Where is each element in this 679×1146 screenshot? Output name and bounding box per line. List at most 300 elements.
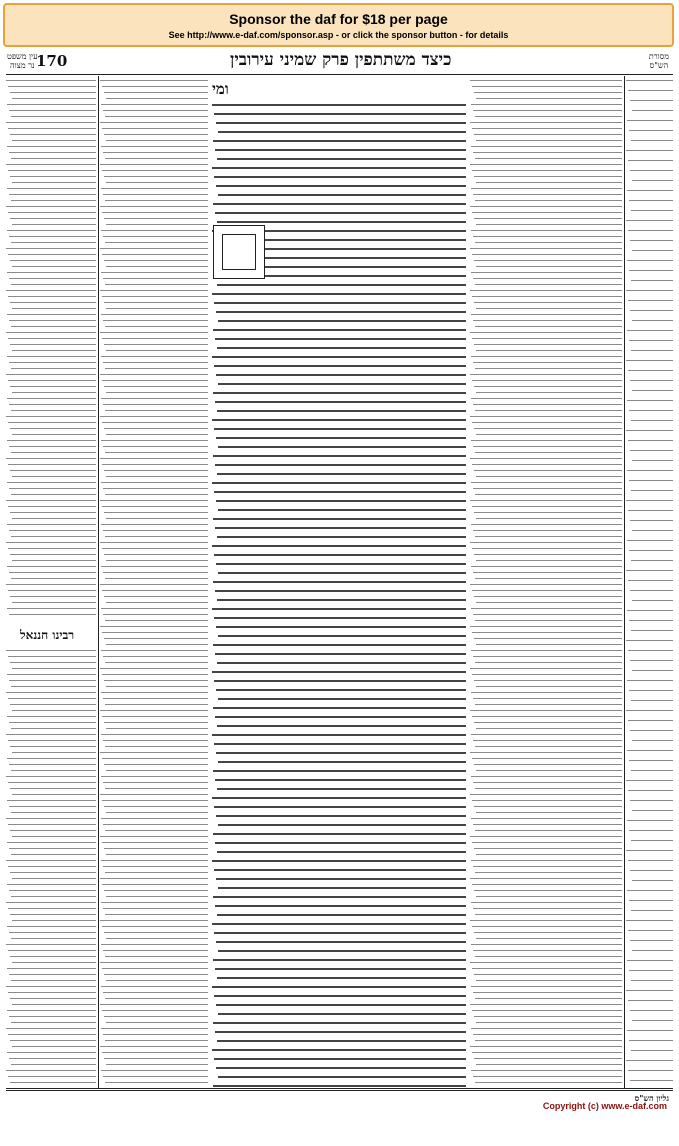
text-line <box>7 230 96 231</box>
text-line <box>215 149 466 151</box>
text-line <box>470 878 622 879</box>
text-line <box>629 970 673 971</box>
text-line <box>475 998 622 999</box>
text-line <box>214 176 466 178</box>
text-line <box>631 840 673 841</box>
text-line <box>7 566 96 567</box>
header-rule <box>6 74 673 75</box>
text-line <box>212 797 466 799</box>
text-line <box>215 1031 466 1033</box>
text-line <box>12 752 96 753</box>
text-line <box>632 740 673 741</box>
text-line <box>628 650 673 651</box>
text-line <box>212 293 466 295</box>
text-line <box>214 995 466 997</box>
text-line <box>11 284 96 285</box>
sponsor-banner[interactable] <box>3 3 674 47</box>
text-line <box>6 542 96 543</box>
text-line <box>631 1050 673 1051</box>
text-line <box>6 692 96 693</box>
text-line <box>217 977 466 979</box>
text-line <box>215 968 466 970</box>
text-line <box>7 800 96 801</box>
text-line <box>9 404 96 405</box>
text-line <box>12 878 96 879</box>
text-line <box>102 800 208 801</box>
text-line <box>473 488 622 489</box>
text-line <box>471 944 622 945</box>
text-line <box>6 944 96 945</box>
text-line <box>106 560 208 561</box>
text-line <box>473 656 622 657</box>
text-line <box>11 770 96 771</box>
text-line <box>106 224 208 225</box>
text-line <box>212 608 466 610</box>
text-line <box>473 530 622 531</box>
gilyon-hashas-label: גליון הש"ס <box>634 1093 669 1103</box>
text-line <box>100 794 208 795</box>
text-line <box>474 974 622 975</box>
text-line <box>473 236 622 237</box>
text-line <box>631 490 673 491</box>
text-line <box>628 230 673 231</box>
text-line <box>471 902 622 903</box>
text-line <box>631 420 673 421</box>
text-line <box>9 362 96 363</box>
text-line <box>217 788 466 790</box>
text-line <box>628 1070 673 1071</box>
text-line <box>9 236 96 237</box>
text-line <box>101 860 208 861</box>
text-line <box>213 1085 466 1087</box>
text-line <box>474 638 622 639</box>
text-line <box>8 170 96 171</box>
text-line <box>470 290 622 291</box>
text-line <box>472 506 622 507</box>
text-line <box>217 725 466 727</box>
text-line <box>626 80 673 81</box>
text-line <box>630 800 673 801</box>
text-line <box>632 110 673 111</box>
text-line <box>7 926 96 927</box>
text-line <box>471 398 622 399</box>
text-line <box>100 164 208 165</box>
text-line <box>628 930 673 931</box>
text-line <box>476 1064 622 1065</box>
text-line <box>105 494 208 495</box>
text-line <box>102 590 208 591</box>
text-line <box>630 380 673 381</box>
text-line <box>473 866 622 867</box>
text-line <box>212 482 466 484</box>
text-line <box>215 842 466 844</box>
text-line <box>7 482 96 483</box>
text-line <box>102 674 208 675</box>
text-line <box>6 290 96 291</box>
text-line <box>7 440 96 441</box>
text-line <box>473 1034 622 1035</box>
text-line <box>629 270 673 271</box>
text-line <box>10 1040 96 1041</box>
text-line <box>474 554 622 555</box>
text-line <box>101 692 208 693</box>
text-line <box>216 878 466 880</box>
text-line <box>212 356 466 358</box>
text-line <box>10 386 96 387</box>
text-line <box>474 1058 622 1059</box>
text-line <box>106 938 208 939</box>
text-line <box>10 596 96 597</box>
text-line <box>214 365 466 367</box>
text-line <box>100 626 208 627</box>
text-line <box>631 910 673 911</box>
text-line <box>216 374 466 376</box>
text-line <box>6 80 96 81</box>
text-line <box>105 368 208 369</box>
text-line <box>12 518 96 519</box>
text-line <box>217 158 466 160</box>
text-line <box>215 905 466 907</box>
text-line <box>106 602 208 603</box>
text-line <box>472 842 622 843</box>
text-line <box>101 1028 208 1029</box>
text-line <box>212 860 466 862</box>
text-line <box>11 728 96 729</box>
text-line <box>475 200 622 201</box>
talmud-page <box>6 50 673 1135</box>
text-line <box>101 272 208 273</box>
text-line <box>473 740 622 741</box>
text-line <box>471 608 622 609</box>
text-line <box>9 1016 96 1017</box>
text-line <box>212 734 466 736</box>
text-line <box>103 488 208 489</box>
text-line <box>626 1060 673 1061</box>
text-line <box>7 716 96 717</box>
text-line <box>11 938 96 939</box>
text-line <box>105 1040 208 1041</box>
mesores-label: מסורת הש"ס <box>648 52 669 70</box>
tosafot-column <box>100 78 208 1088</box>
text-line <box>216 1067 466 1069</box>
text-line <box>8 212 96 213</box>
text-line <box>626 780 673 781</box>
text-line <box>627 120 673 121</box>
text-line <box>626 640 673 641</box>
text-line <box>472 170 622 171</box>
text-line <box>10 554 96 555</box>
text-line <box>213 770 466 772</box>
text-line <box>101 146 208 147</box>
text-line <box>105 620 208 621</box>
text-line <box>214 617 466 619</box>
text-line <box>105 284 208 285</box>
text-line <box>216 689 466 691</box>
text-line <box>101 734 208 735</box>
text-line <box>10 704 96 705</box>
text-line <box>471 1028 622 1029</box>
text-line <box>6 734 96 735</box>
text-line <box>476 896 622 897</box>
text-line <box>213 833 466 835</box>
text-line <box>630 590 673 591</box>
text-line <box>212 104 466 106</box>
text-line <box>628 90 673 91</box>
text-line <box>6 776 96 777</box>
text-line <box>8 506 96 507</box>
text-line <box>104 134 208 135</box>
text-line <box>626 360 673 361</box>
text-line <box>626 220 673 221</box>
text-line <box>630 170 673 171</box>
text-line <box>626 990 673 991</box>
text-line <box>474 1016 622 1017</box>
text-line <box>102 86 208 87</box>
text-line <box>103 446 208 447</box>
text-line <box>8 1076 96 1077</box>
text-line <box>6 860 96 861</box>
text-line <box>101 1070 208 1071</box>
text-line <box>473 362 622 363</box>
text-line <box>105 872 208 873</box>
text-line <box>632 810 673 811</box>
text-line <box>470 962 622 963</box>
text-line <box>8 338 96 339</box>
text-line <box>474 890 622 891</box>
text-line <box>105 158 208 159</box>
sponsor-subtitle[interactable]: See http://www.e-daf.com/sponsor.asp - or click the sponsor button - for details <box>168 30 509 40</box>
text-line <box>628 860 673 861</box>
text-line <box>213 959 466 961</box>
text-line <box>470 710 622 711</box>
text-line <box>474 848 622 849</box>
copyright-link[interactable]: Copyright (c) www.e-daf.com <box>542 1101 667 1111</box>
text-line <box>471 482 622 483</box>
text-line <box>626 850 673 851</box>
text-line <box>102 1010 208 1011</box>
text-line <box>102 548 208 549</box>
text-line <box>10 344 96 345</box>
text-line <box>104 764 208 765</box>
text-line <box>8 1034 96 1035</box>
text-line <box>472 296 622 297</box>
text-line <box>627 820 673 821</box>
text-line <box>6 500 96 501</box>
text-line <box>471 986 622 987</box>
courtyard-diagram <box>213 225 265 279</box>
text-line <box>217 473 466 475</box>
text-line <box>470 206 622 207</box>
text-line <box>6 416 96 417</box>
text-line <box>470 248 622 249</box>
text-line <box>628 510 673 511</box>
text-line <box>474 428 622 429</box>
text-line <box>106 140 208 141</box>
text-line <box>101 776 208 777</box>
text-line <box>470 542 622 543</box>
text-line <box>476 770 622 771</box>
text-line <box>474 92 622 93</box>
text-line <box>475 368 622 369</box>
page-footer <box>6 1088 673 1117</box>
rashi-column <box>470 78 622 1088</box>
text-line <box>104 260 208 261</box>
text-line <box>216 1004 466 1006</box>
text-line <box>470 458 622 459</box>
text-line <box>218 1013 466 1015</box>
text-line <box>7 314 96 315</box>
text-line <box>476 392 622 393</box>
text-line <box>216 122 466 124</box>
text-line <box>103 110 208 111</box>
text-line <box>10 260 96 261</box>
text-line <box>470 374 622 375</box>
text-line <box>475 116 622 117</box>
text-line <box>212 923 466 925</box>
text-line <box>8 380 96 381</box>
text-line <box>473 908 622 909</box>
text-line <box>216 563 466 565</box>
text-line <box>214 806 466 808</box>
text-line <box>10 92 96 93</box>
text-line <box>11 410 96 411</box>
text-line <box>474 722 622 723</box>
text-line <box>217 284 466 286</box>
text-line <box>626 290 673 291</box>
text-line <box>12 476 96 477</box>
text-line <box>628 440 673 441</box>
text-line <box>106 266 208 267</box>
text-line <box>101 818 208 819</box>
text-line <box>7 146 96 147</box>
text-line <box>9 890 96 891</box>
text-line <box>214 869 466 871</box>
text-line <box>212 1049 466 1051</box>
text-line <box>104 470 208 471</box>
text-line <box>472 86 622 87</box>
text-line <box>6 332 96 333</box>
text-line <box>105 998 208 999</box>
text-line <box>472 884 622 885</box>
text-line <box>11 896 96 897</box>
text-line <box>7 356 96 357</box>
text-line <box>475 1082 622 1083</box>
text-line <box>473 572 622 573</box>
text-line <box>100 500 208 501</box>
text-line <box>11 854 96 855</box>
text-line <box>100 122 208 123</box>
text-line <box>213 329 466 331</box>
text-line <box>7 842 96 843</box>
text-line <box>6 818 96 819</box>
text-line <box>475 704 622 705</box>
text-line <box>101 314 208 315</box>
text-line <box>476 266 622 267</box>
text-line <box>10 176 96 177</box>
text-line <box>101 482 208 483</box>
text-line <box>105 830 208 831</box>
text-line <box>213 644 466 646</box>
text-line <box>6 584 96 585</box>
text-line <box>9 722 96 723</box>
text-line <box>215 779 466 781</box>
text-line <box>102 464 208 465</box>
text-line <box>475 578 622 579</box>
text-line <box>104 218 208 219</box>
text-line <box>212 671 466 673</box>
text-line <box>10 134 96 135</box>
text-line <box>470 836 622 837</box>
text-line <box>104 554 208 555</box>
text-line <box>472 422 622 423</box>
text-line <box>12 392 96 393</box>
text-line <box>106 392 208 393</box>
divider-1 <box>98 76 99 1088</box>
text-line <box>471 692 622 693</box>
text-line <box>472 380 622 381</box>
text-line <box>101 398 208 399</box>
rabeinu-chananel-heading: רבינו חננאל <box>20 628 75 642</box>
text-line <box>470 1004 622 1005</box>
text-line <box>218 572 466 574</box>
text-line <box>470 1046 622 1047</box>
text-line <box>473 278 622 279</box>
text-line <box>631 700 673 701</box>
text-line <box>475 1040 622 1041</box>
text-line <box>106 854 208 855</box>
text-line <box>475 830 622 831</box>
text-line <box>100 1004 208 1005</box>
text-line <box>101 566 208 567</box>
sponsor-title[interactable]: Sponsor the daf for $18 per page <box>229 11 448 27</box>
text-line <box>9 680 96 681</box>
text-line <box>216 626 466 628</box>
text-line <box>474 932 622 933</box>
text-line <box>9 848 96 849</box>
text-line <box>472 548 622 549</box>
text-line <box>103 278 208 279</box>
text-line <box>8 908 96 909</box>
text-line <box>9 152 96 153</box>
text-line <box>218 887 466 889</box>
text-line <box>106 644 208 645</box>
text-line <box>103 530 208 531</box>
text-line <box>630 730 673 731</box>
text-line <box>632 320 673 321</box>
text-line <box>12 560 96 561</box>
text-line <box>102 1052 208 1053</box>
text-line <box>474 806 622 807</box>
text-line <box>631 350 673 351</box>
text-line <box>105 452 208 453</box>
text-line <box>8 824 96 825</box>
text-line <box>632 180 673 181</box>
text-line <box>476 182 622 183</box>
text-line <box>630 870 673 871</box>
text-line <box>106 308 208 309</box>
text-line <box>629 690 673 691</box>
text-line <box>214 554 466 556</box>
text-line <box>106 728 208 729</box>
text-line <box>217 347 466 349</box>
text-line <box>626 570 673 571</box>
text-line <box>104 344 208 345</box>
text-line <box>105 956 208 957</box>
text-line <box>6 458 96 459</box>
text-line <box>104 974 208 975</box>
text-line <box>105 536 208 537</box>
text-line <box>475 284 622 285</box>
